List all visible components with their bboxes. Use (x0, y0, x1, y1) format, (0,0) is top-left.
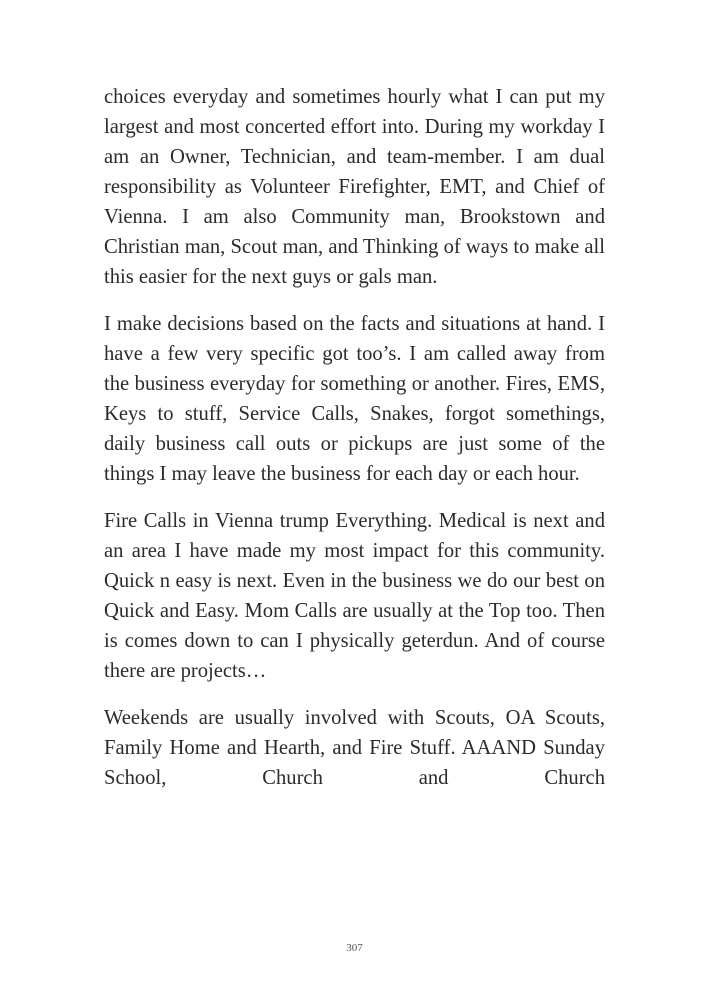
paragraph-2: I make decisions based on the facts and situations at hand. I have a few very specific got too’s. I am called away from the business everyday for something or another. Fires, EMS, Keys to stuff, Service Calls, Snakes, forgot somethings, daily business call outs or pickups are just some of the things I may leave the business for each day or each hour. (104, 313, 605, 485)
body-text (104, 82, 605, 810)
paragraph-3: Fire Calls in Vienna trump Everything. Medical is next and an area I have made my most impact for this community. Quick n easy is next. Even in the business we do our best on Quick and Easy. Mom Calls are usually at the Top too. Then is comes down to can I physically geterdun. And of course there are projects… (104, 510, 605, 682)
paragraph-4: Weekends are usually involved with Scouts, OA Scouts, Family Home and Hearth, and Fire Stuff. AAAND Sunday School, Church and Church (104, 707, 605, 789)
paragraph-1: choices everyday and sometimes hourly what I can put my largest and most concerted effort into. During my workday I am an Owner, Technician, and team-member. I am dual responsibility as Volunteer Firefighter, EMT, and Chief of Vienna. I am also Community man, Brookstown and Christian man, Scout man, and Thinking of ways to make all this easier for the next guys or gals man. (104, 86, 605, 288)
page-number: 307 (346, 942, 363, 954)
